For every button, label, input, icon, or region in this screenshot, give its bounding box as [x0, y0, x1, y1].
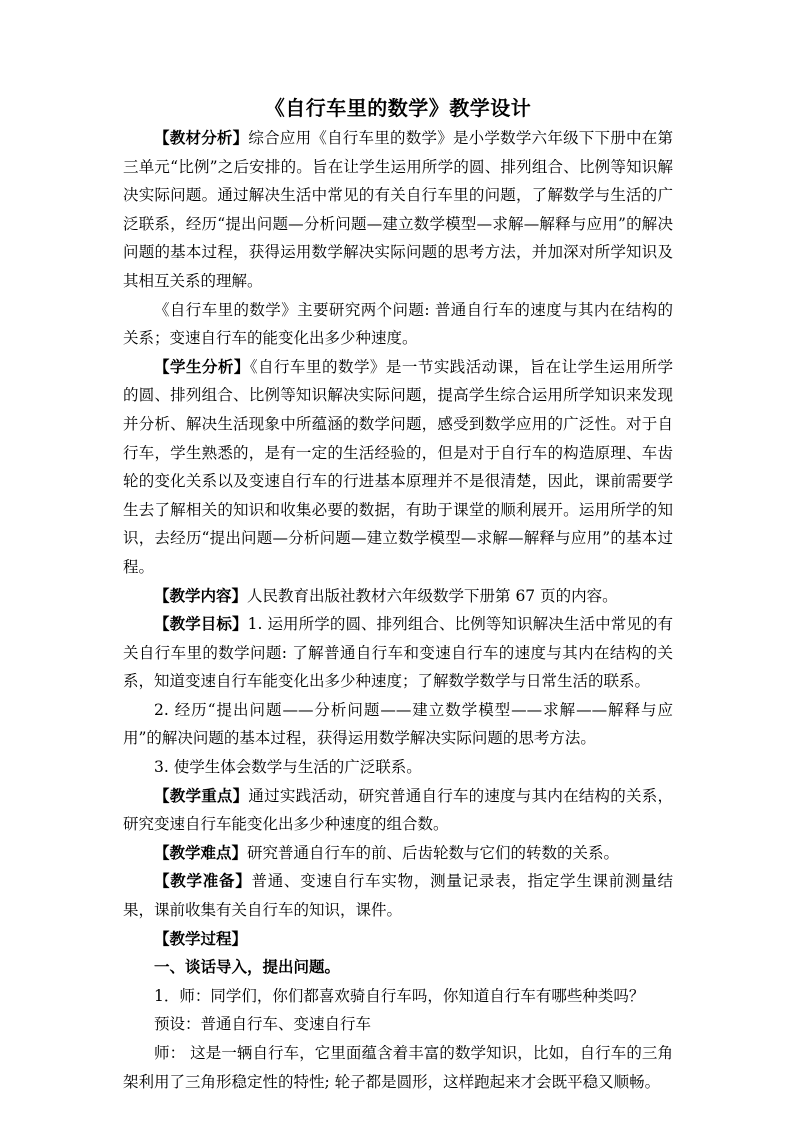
paragraph-goal-2	[123, 696, 673, 753]
paragraph-difficulties	[123, 839, 673, 868]
step-heading: 一、谈话导入，提出问题。	[154, 958, 341, 977]
section-heading: 【教学过程】	[154, 929, 248, 948]
paragraph-text: 研究普通自行车的前、后齿轮数与它们的转数的关系。	[247, 843, 620, 862]
paragraph-teaching-content	[123, 582, 673, 611]
section-heading: 【教学重点】	[154, 786, 249, 805]
paragraph-step-1-heading	[123, 953, 673, 982]
section-heading: 【教学准备】	[154, 872, 252, 891]
paragraph-text: 1．师：同学们，你们都喜欢骑自行车吗，你知道自行车有哪些种类吗？	[154, 986, 645, 1005]
document-page	[123, 94, 673, 1096]
section-heading: 【学生分析】	[154, 357, 250, 376]
paragraph-text: 综合应用《自行车里的数学》是小学数学六年级下下册中在第三单元“比例”之后安排的。旨在让学生运用所学的圆、排列组合、比例等知识解决实际问题。通过解决生活中常见的有关自行车里的问题，了解数学与生活的广泛联系，经历“提出问题—分析问题—建立数学模型—求解—解释与应用”的解决问题的基本过程，获得运用数学解决实际问题的思考方法，并加深对所学知识及其相互关系的理解。	[123, 129, 673, 290]
paragraph-text: 《自行车里的数学》是一节实践活动课，旨在让学生运用所学的圆、排列组合、比例等知识解决实际问题，提高学生综合运用所学知识来发现并分析、解决生活现象中所蕴涵的数学问题，感受到数学应用的广泛性。对于自行车，学生熟悉的，是有一定的生活经验的，但是对于自行车的构造原理、车齿轮的变化关系以及变速自行车的行进基本原理并不是很清楚，因此，课前需要学生去了解相关的知识和收集必要的数据，有助于课堂的顺利展开。运用所学的知识，去经历“提出问题—分析问题—建立数学模型—求解—解释与应用”的基本过程。	[123, 357, 673, 576]
paragraph-text: 普通、变速自行车实物，测量记录表，指定学生课前测量结果，课前收集有关自行车的知识，课件。	[123, 872, 673, 920]
paragraph-preparation	[123, 867, 673, 924]
paragraph-text: 师： 这是一辆自行车，它里面蕴含着丰富的数学知识，比如，自行车的三角架利用了三角形稳定性的特性; 轮子都是圆形，这样跑起来才会既平稳又顺畅。	[123, 1044, 673, 1091]
paragraph-student-analysis	[123, 353, 673, 582]
paragraph-teacher-question	[123, 982, 673, 1011]
paragraph-teacher-explanation	[123, 1039, 673, 1096]
paragraph-key-points	[123, 782, 673, 839]
section-heading: 【教学内容】	[154, 586, 248, 605]
paragraph-material-analysis	[123, 124, 673, 296]
paragraph-teaching-process	[123, 925, 673, 954]
paragraph-text: 通过实践活动，研究普通自行车的速度与其内在结构的关系，研究变速自行车能变化出多少种速度的组合数。	[123, 786, 673, 834]
document-title: 《自行车里的数学》教学设计	[264, 96, 532, 120]
paragraph-goal-3	[123, 753, 673, 782]
paragraph-research-questions	[123, 296, 673, 353]
paragraph-text: 《自行车里的数学》主要研究两个问题: 普通自行车的速度与其内在结构的关系；变速自行车的能变化出多少种速度。	[123, 300, 673, 348]
paragraph-text: 2. 经历“提出问题——分析问题——建立数学模型——求解——解释与应用”的解决问题的基本过程，获得运用数学解决实际问题的思考方法。	[123, 700, 673, 748]
paragraph-text: 3. 使学生体会数学与生活的广泛联系。	[154, 758, 422, 777]
paragraph-teaching-goals	[123, 610, 673, 696]
section-heading: 【教材分析】	[154, 129, 249, 147]
paragraph-text: 1. 运用所学的圆、排列组合、比例等知识解决生活中常见的有关自行车里的数学问题: 了解普通自行车和变速自行车的速度与其内在结构的关系，知道变速自行车能变化出多少种速度；了解数学数学与日常生活的联系。	[123, 615, 673, 691]
section-heading: 【教学难点】	[154, 843, 248, 862]
paragraph-preset-answer	[123, 1010, 673, 1039]
paragraph-text: 人民教育出版社教材六年级数学下册第 67 页的内容。	[247, 586, 618, 605]
section-heading: 【教学目标】	[154, 615, 248, 634]
paragraph-text: 预设：普通自行车、变速自行车	[154, 1015, 372, 1034]
